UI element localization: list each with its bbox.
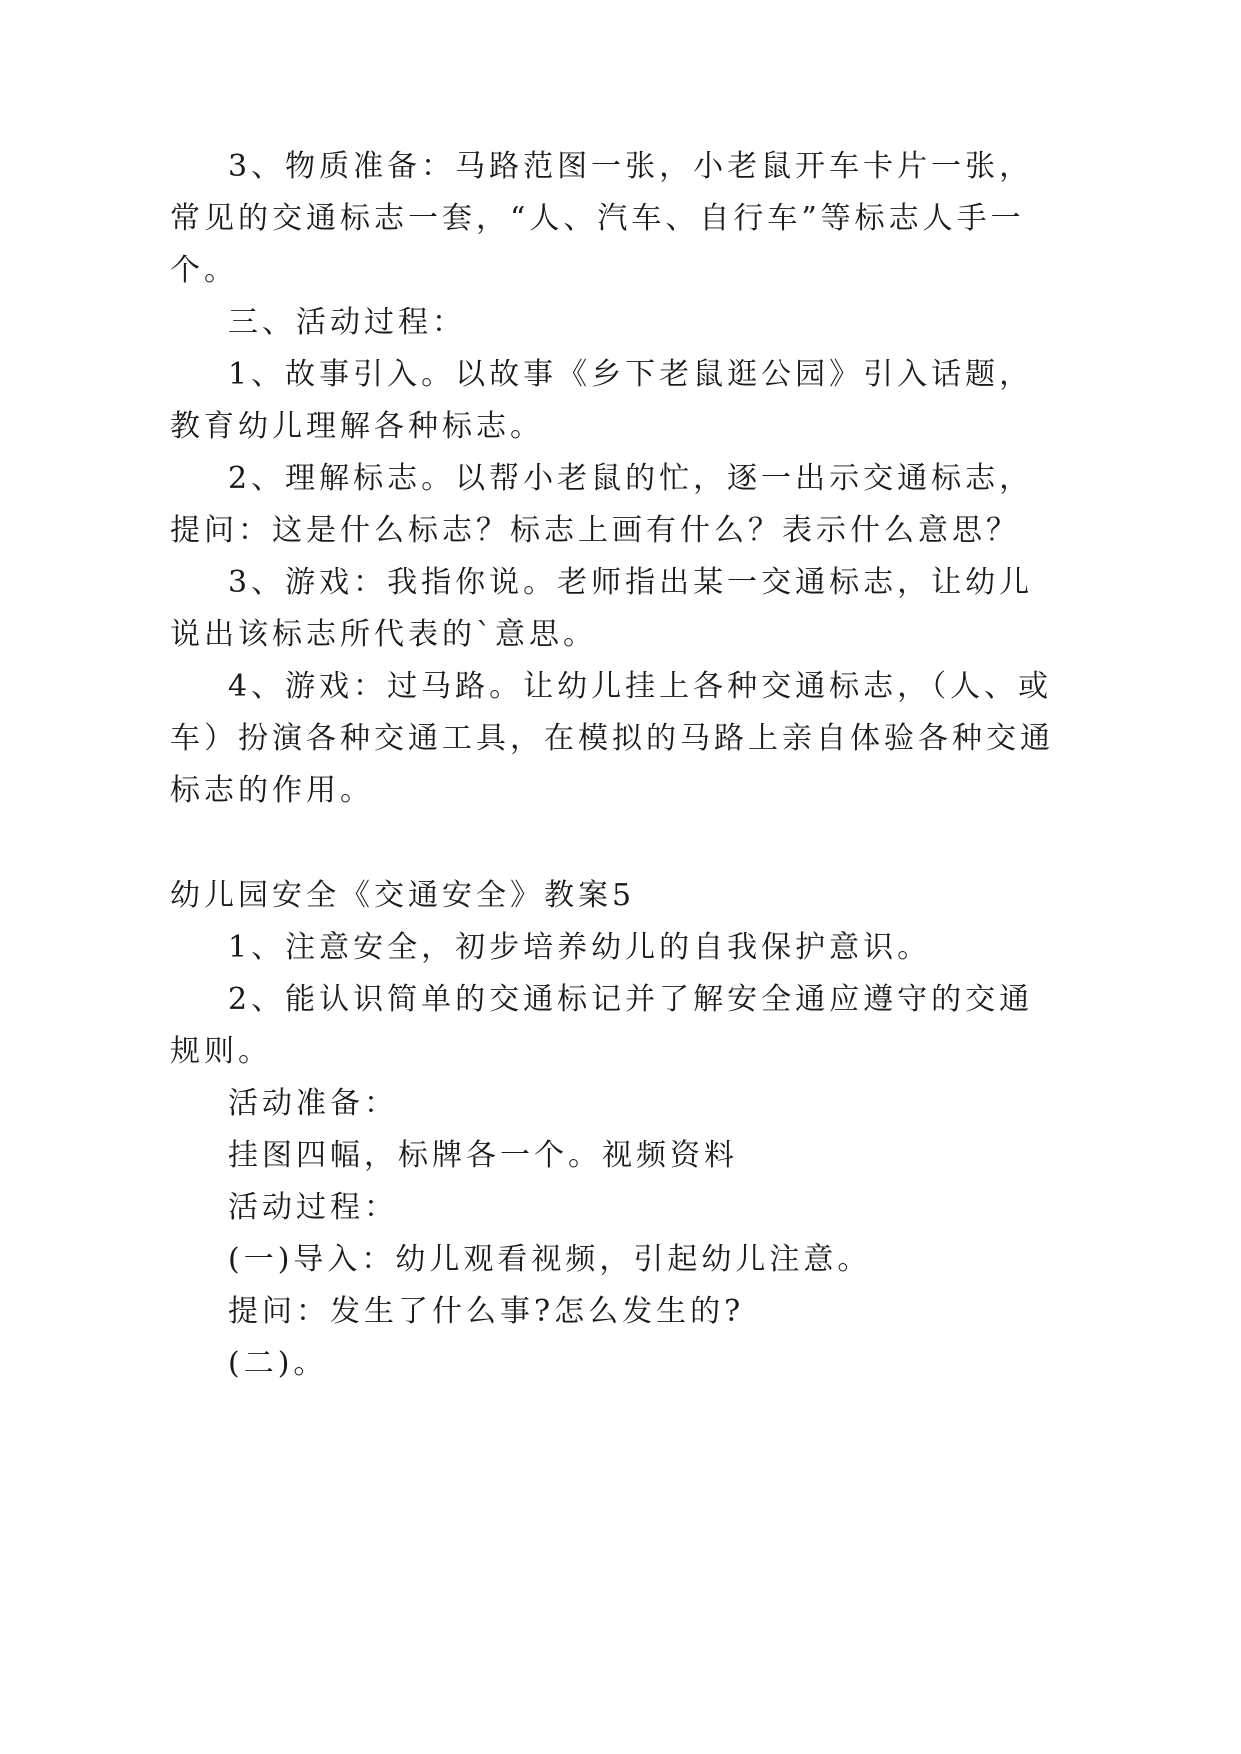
prep-text: 挂图四幅，标牌各一个。视频资料 [228, 1138, 738, 1173]
step-two: (二)。 [228, 1346, 328, 1381]
step1-line1: 1、故事引入。以故事《乡下老鼠逛公园》引入话题， [228, 357, 1034, 392]
step1-line2: 教育幼儿理解各种标志。 [170, 409, 544, 444]
intro-step: (一)导入：幼儿观看视频，引起幼儿注意。 [228, 1242, 872, 1277]
question: 提问：发生了什么事?怎么发生的? [228, 1294, 745, 1329]
activity-process-heading: 活动过程： [228, 1190, 398, 1225]
item3-line1: 3、物质准备：马路范图一张，小老鼠开车卡片一张， [228, 149, 1034, 184]
step4-line3: 标志的作用。 [170, 773, 374, 808]
step2-line1: 2、理解标志。以帮小老鼠的忙，逐一出示交通标志， [228, 461, 1034, 496]
item3-line3: 个。 [170, 253, 238, 288]
goal2-line2: 规则。 [170, 1034, 272, 1069]
goal2-line1: 2、能认识简单的交通标记并了解安全通应遵守的交通 [228, 982, 1034, 1017]
step3-line2: 说出该标志所代表的`意思。 [170, 617, 597, 652]
step4-line2: 车）扮演各种交通工具，在模拟的马路上亲自体验各种交通 [170, 721, 1054, 756]
step2-line2: 提问：这是什么标志？标志上画有什么？表示什么意思？ [170, 513, 1020, 548]
item3-line2: 常见的交通标志一套，“人、汽车、自行车”等标志人手一 [170, 201, 1025, 236]
prep-heading: 活动准备： [228, 1086, 398, 1121]
section-title: 幼儿园安全《交通安全》教案5 [170, 878, 636, 913]
goal1: 1、注意安全，初步培养幼儿的自我保护意识。 [228, 930, 932, 965]
step4-line1: 4、游戏：过马路。让幼儿挂上各种交通标志，（人、或 [228, 669, 1053, 704]
step3-line1: 3、游戏：我指你说。老师指出某一交通标志，让幼儿 [228, 565, 1034, 600]
process-heading: 三、活动过程： [228, 305, 466, 340]
